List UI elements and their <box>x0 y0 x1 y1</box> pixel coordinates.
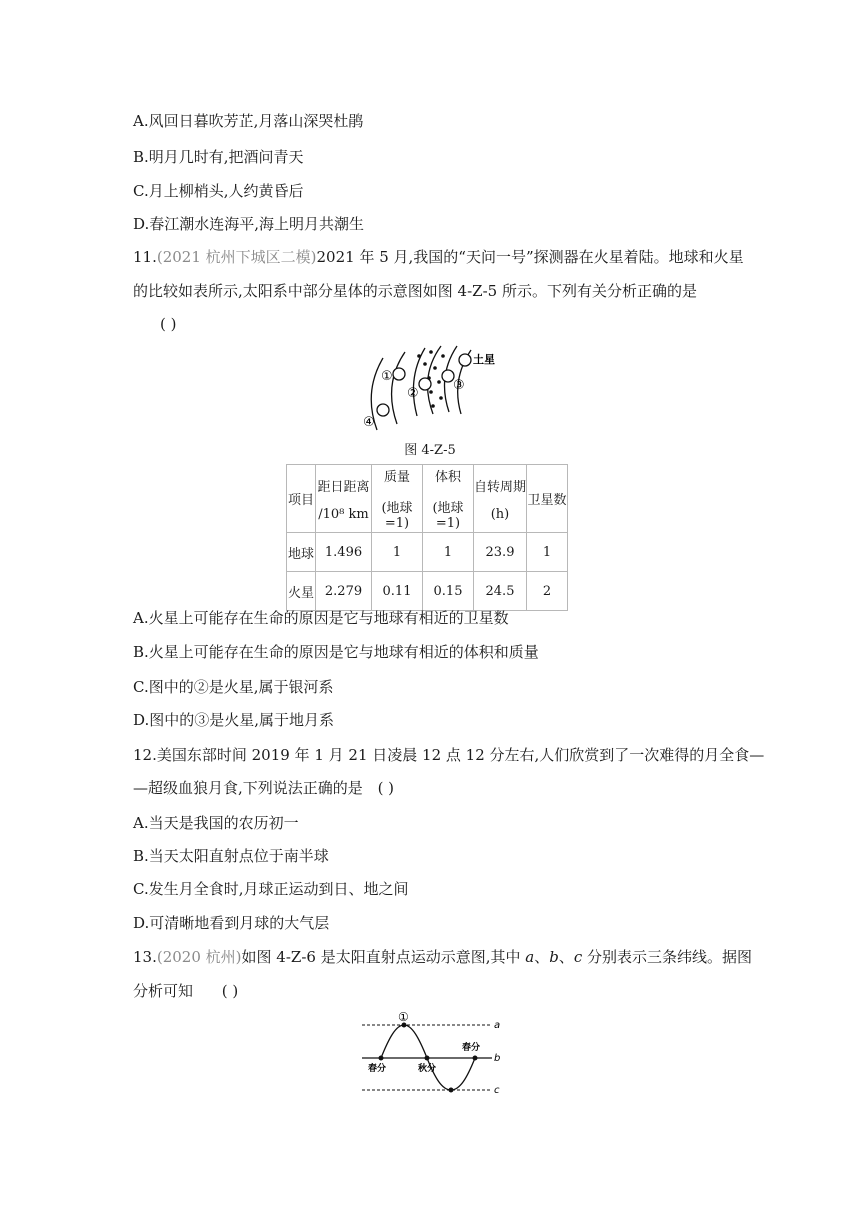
label-a: a <box>494 1020 501 1031</box>
figure-4-z-5-caption: 图 4-Z-5 <box>404 443 456 458</box>
label-n4: ④ <box>363 415 375 430</box>
q11-option-d: D.图中的③是火星,属于地月系 <box>133 711 335 729</box>
cell-mass: 0.11 <box>372 572 423 611</box>
q13-var-b: b <box>549 948 559 966</box>
q10-option-c: C.月上柳梢头,人约黄昏后 <box>133 182 304 200</box>
q11-stem-line2: 的比较如表所示,太阳系中部分星体的示意图如图 4-Z-5 所示。下列有关分析正确的是 <box>133 282 697 300</box>
cell-satellites: 1 <box>527 533 568 572</box>
q12-text2: —超级血狼月食,下列说法正确的是 <box>133 779 363 797</box>
figure-4-z-5 <box>355 342 515 432</box>
table-row <box>287 572 568 611</box>
cell-name: 地球 <box>287 533 316 572</box>
q13-var-a: a <box>525 948 535 966</box>
figure-4-z-6 <box>356 1008 506 1096</box>
q13-var-c: c <box>573 948 583 966</box>
q11-option-c: C.图中的②是火星,属于银河系 <box>133 678 334 696</box>
cell-satellites: 2 <box>527 572 568 611</box>
cell-mass: 1 <box>372 533 423 572</box>
q11-text1: 2021 年 5 月,我国的“天问一号”探测器在火星着陆。地球和火星 <box>316 248 744 266</box>
q13-number: 13. <box>133 948 157 966</box>
label-c: c <box>494 1085 500 1096</box>
q13-text2: 分析可知 <box>133 982 194 1000</box>
cell-distance: 2.279 <box>316 572 372 611</box>
planet-marker <box>377 404 389 416</box>
table-row <box>287 533 568 572</box>
q12-stem-line1: 12.美国东部时间 2019 年 1 月 21 日凌晨 12 点 12 分左右,人们欣赏到了一次难得的月全食— <box>133 746 765 764</box>
col-rotation: 自转周期 (h) <box>474 465 527 533</box>
curve-point <box>379 1056 384 1061</box>
planet-marker <box>393 368 405 380</box>
q12-stem-line2 <box>133 778 394 798</box>
q11-stem-line1 <box>133 247 744 267</box>
col-project: 项目 <box>287 465 316 533</box>
q10-option-b: B.明月几时有,把酒问青天 <box>133 148 304 166</box>
planet-marker <box>419 378 431 390</box>
label-spring-2: 春分 <box>462 1043 481 1053</box>
label-autumn: 秋分 <box>418 1064 437 1074</box>
col-distance: 距日距离 /10⁸ km <box>316 465 372 533</box>
curve-point <box>449 1088 454 1093</box>
q11-option-b: B.火星上可能存在生命的原因是它与地球有相近的体积和质量 <box>133 643 539 661</box>
planet-marker <box>459 354 471 366</box>
q13-text1b: 分别表示三条纬线。据图 <box>582 948 753 966</box>
q10-option-a: A.风回日暮吹芳芷,月落山深哭杜鹃 <box>133 112 364 130</box>
q12-option-d: D.可清晰地看到月球的大气层 <box>133 914 330 932</box>
q13-stem-line2 <box>133 981 238 1001</box>
curve-point <box>425 1056 430 1061</box>
table-header-row <box>287 465 568 533</box>
q11-answer-blank: ( ) <box>160 315 177 333</box>
label-saturn: 土星 <box>473 353 495 366</box>
q13-answer-blank: ( ) <box>221 982 239 1000</box>
q12-answer-blank: ( ) <box>377 779 395 797</box>
q12-option-a: A.当天是我国的农历初一 <box>133 814 299 832</box>
label-n3: ③ <box>453 378 465 393</box>
cell-rotation: 24.5 <box>474 572 527 611</box>
q13-stem-line1: 13.(2020 杭州)如图 4-Z-6 是太阳直射点运动示意图,其中 a、b、c 分别表示三条纬线。据图 <box>133 948 753 966</box>
label-spring-1: 春分 <box>368 1064 387 1074</box>
label-b: b <box>494 1053 501 1064</box>
earth-mars-table <box>286 464 568 611</box>
col-satellites: 卫星数 <box>527 465 568 533</box>
cell-volume: 1 <box>423 533 474 572</box>
label-n1: ① <box>381 369 393 384</box>
label-n1: ① <box>398 1010 409 1024</box>
col-mass: 质量 (地球=1) <box>372 465 423 533</box>
q12-option-c: C.发生月全食时,月球正运动到日、地之间 <box>133 880 409 898</box>
q11-option-a: A.火星上可能存在生命的原因是它与地球有相近的卫星数 <box>133 609 509 627</box>
col-volume: 体积 (地球=1) <box>423 465 474 533</box>
q13-text1a: 如图 4-Z-6 是太阳直射点运动示意图,其中 <box>241 948 526 966</box>
cell-distance: 1.496 <box>316 533 372 572</box>
cell-volume: 0.15 <box>423 572 474 611</box>
cell-name: 火星 <box>287 572 316 611</box>
q11-source: (2021 杭州下城区二模) <box>156 248 317 266</box>
q11-number: 11. <box>133 248 157 266</box>
cell-rotation: 23.9 <box>474 533 527 572</box>
q10-option-d: D.春江潮水连海平,海上明月共潮生 <box>133 215 365 233</box>
label-n2: ② <box>407 386 419 401</box>
curve-point <box>473 1056 478 1061</box>
q12-option-b: B.当天太阳直射点位于南半球 <box>133 847 329 865</box>
q13-source: (2020 杭州) <box>156 948 242 966</box>
